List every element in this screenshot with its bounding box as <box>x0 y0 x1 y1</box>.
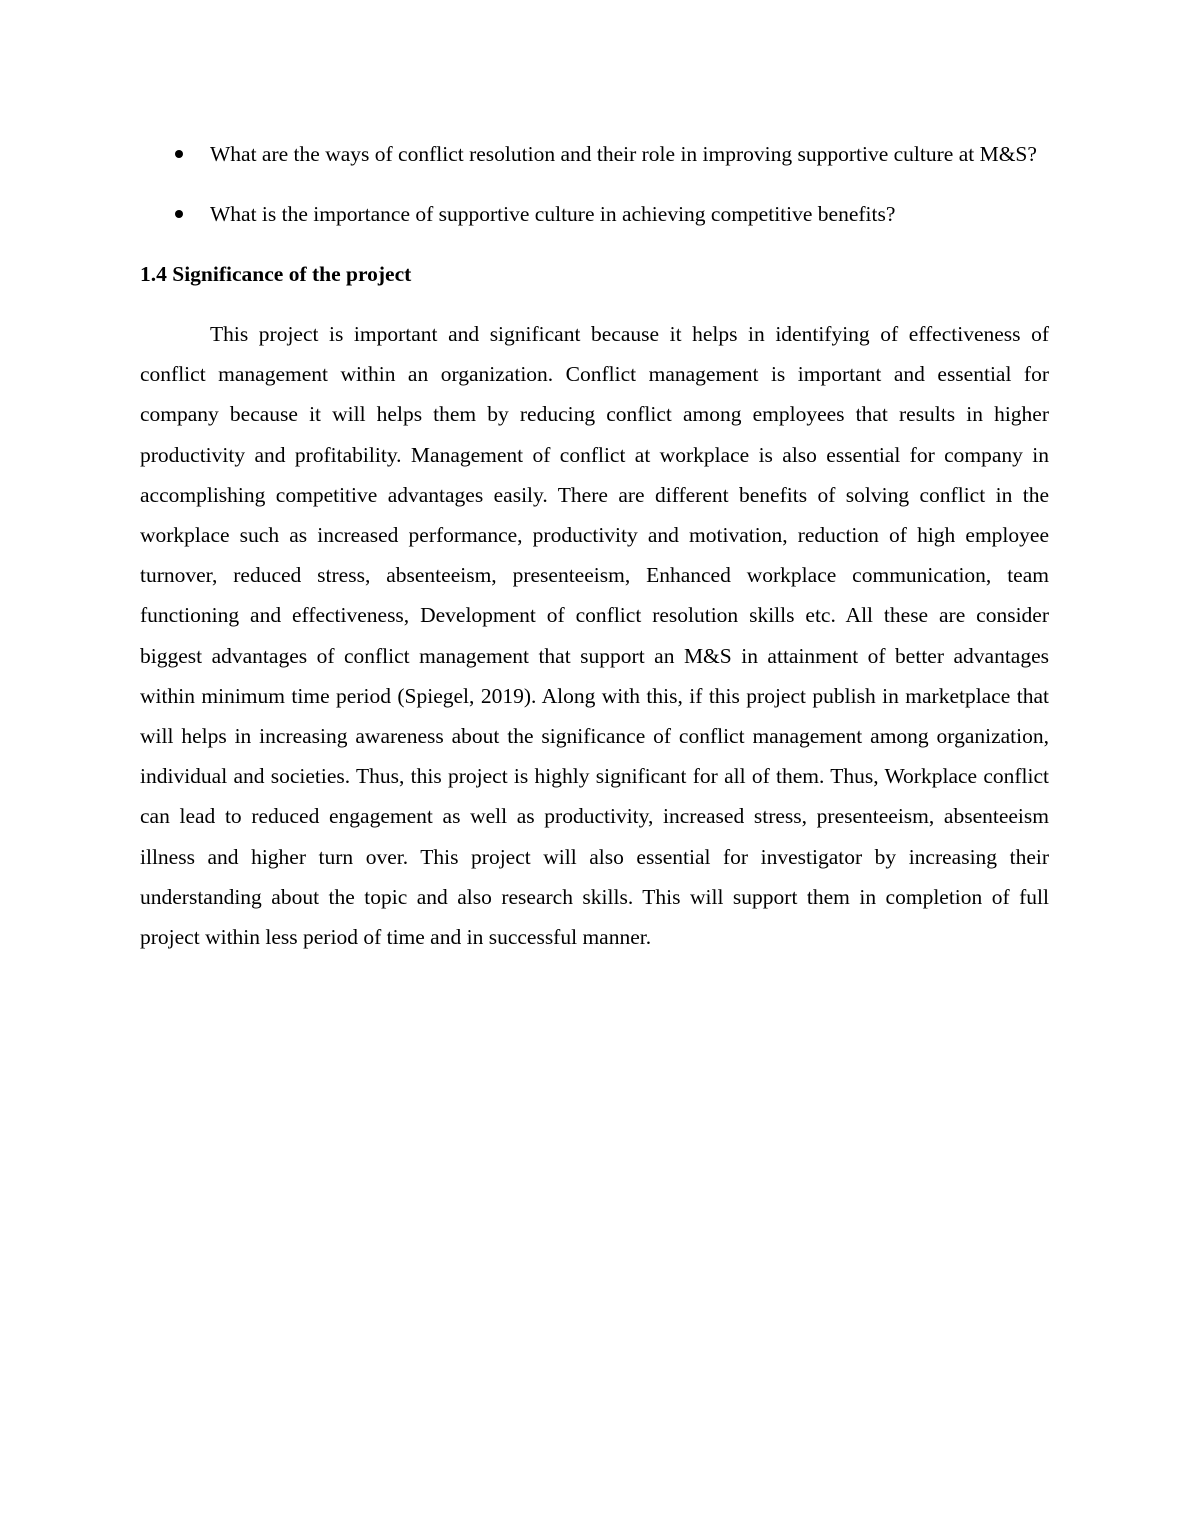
bullet-icon <box>175 210 183 218</box>
document-page <box>140 134 1049 957</box>
question-text: What are the ways of conflict resolution and their role in improving supportive culture at M&S? <box>210 142 1037 166</box>
body-paragraph: This project is important and significant because it helps in identifying of effectiveness of conflict management within an organization. Conflict management is important and essential for company because it will helps them by reducing conflict among employees that results in higher productivity and profitability. Management of conflict at workplace is also essential for company in accomplishing competitive advantages easily. There are different benefits of solving conflict in the workplace such as increased performance, productivity and motivation, reduction of high employee turnover, reduced stress, absenteeism, presenteeism, Enhanced workplace communication, team functioning and effectiveness, Development of conflict resolution skills etc. All these are consider biggest advantages of conflict management that support an M&S in attainment of better advantages within minimum time period (Spiegel, 2019). Along with this, if this project publish in marketplace that will helps in increasing awareness about the significance of conflict management among organization, individual and societies. Thus, this project is highly significant for all of them. Thus, Workplace conflict can lead to reduced engagement as well as productivity, increased stress, presenteeism, absenteeism illness and higher turn over. This project will also essential for investigator by increasing their understanding about the topic and also research skills. This will support them in completion of full project within less period of time and in successful manner. <box>140 322 1049 950</box>
question-text: What is the importance of supportive culture in achieving competitive benefits? <box>210 202 896 226</box>
section-heading: 1.4 Significance of the project <box>140 262 412 286</box>
list-item <box>140 134 1049 174</box>
research-questions-list <box>140 134 1049 234</box>
bullet-icon <box>175 150 183 158</box>
list-item <box>140 194 1049 234</box>
